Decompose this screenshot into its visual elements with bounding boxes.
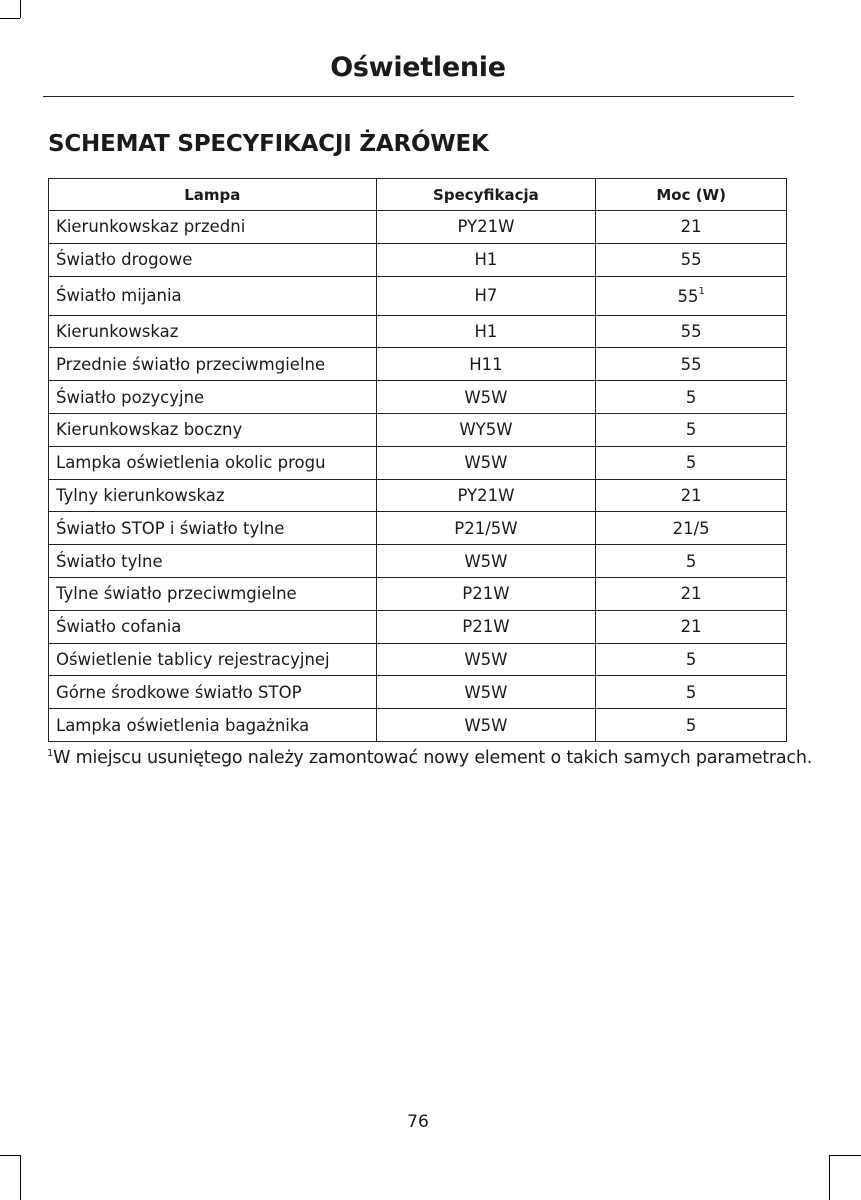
cell-moc <box>596 348 787 381</box>
table-row <box>49 413 787 446</box>
table-row <box>49 479 787 512</box>
cell-moc-value: 21 <box>680 485 702 505</box>
table-row <box>49 676 787 709</box>
cell-moc-value: 21 <box>680 584 702 604</box>
footnote-text: W miejscu usuniętego należy zamontować nowy element o takich samych parametrach. <box>53 748 813 768</box>
table-row <box>49 276 787 315</box>
table-row <box>49 577 787 610</box>
crop-mark <box>20 1155 21 1200</box>
cell-moc <box>596 446 787 479</box>
page-header-title: Oświetlenie <box>330 52 506 83</box>
cell-lampa: Tylne światło przeciwmgielne <box>49 577 377 610</box>
cell-lampa: Tylny kierunkowskaz <box>49 479 377 512</box>
cell-moc-value: 5 <box>685 682 697 702</box>
cell-specyfikacja: P21W <box>376 577 596 610</box>
cell-moc <box>596 479 787 512</box>
cell-moc-value: 21 <box>680 617 702 637</box>
cell-moc-value: 21 <box>680 217 702 237</box>
footnote <box>47 748 812 768</box>
table-row <box>49 211 787 244</box>
table-row <box>49 610 787 643</box>
section-title: SCHEMAT SPECYFIKACJI ŻARÓWEK <box>48 131 489 157</box>
cell-lampa: Światło pozycyjne <box>49 381 377 414</box>
cell-moc <box>596 577 787 610</box>
cell-moc-value: 5 <box>685 420 697 440</box>
cell-moc-value: 5 <box>685 649 697 669</box>
cell-moc <box>596 610 787 643</box>
cell-moc <box>596 676 787 709</box>
column-header-specyfikacja: Specyfikacja <box>376 179 596 211</box>
table-row <box>49 315 787 348</box>
cell-specyfikacja: W5W <box>376 545 596 578</box>
cell-specyfikacja: H1 <box>376 315 596 348</box>
cell-moc <box>596 545 787 578</box>
cell-moc <box>596 381 787 414</box>
crop-mark <box>0 18 20 19</box>
cell-lampa: Kierunkowskaz <box>49 315 377 348</box>
table-row <box>49 512 787 545</box>
cell-specyfikacja: WY5W <box>376 413 596 446</box>
cell-moc <box>596 315 787 348</box>
table-row <box>49 381 787 414</box>
cell-moc-value: 5 <box>685 551 697 571</box>
cell-specyfikacja: H1 <box>376 243 596 276</box>
crop-mark <box>829 1155 830 1200</box>
footnote-marker: 1 <box>47 748 54 759</box>
cell-moc <box>596 276 787 315</box>
cell-specyfikacja: W5W <box>376 676 596 709</box>
crop-mark <box>20 0 21 18</box>
column-header-moc: Moc (W) <box>596 179 787 211</box>
cell-specyfikacja: W5W <box>376 709 596 742</box>
cell-moc-value: 5 <box>685 387 697 407</box>
cell-moc-value: 21/5 <box>672 518 710 538</box>
cell-moc-value: 5 <box>685 453 697 473</box>
cell-specyfikacja: W5W <box>376 446 596 479</box>
cell-moc <box>596 643 787 676</box>
cell-lampa: Lampka oświetlenia okolic progu <box>49 446 377 479</box>
cell-lampa: Kierunkowskaz przedni <box>49 211 377 244</box>
cell-moc <box>596 709 787 742</box>
cell-moc-value: 55 <box>680 250 702 270</box>
table-row <box>49 243 787 276</box>
cell-specyfikacja: P21W <box>376 610 596 643</box>
cell-moc <box>596 512 787 545</box>
table-row <box>49 545 787 578</box>
cell-lampa: Światło STOP i światło tylne <box>49 512 377 545</box>
cell-specyfikacja: W5W <box>376 643 596 676</box>
cell-specyfikacja: PY21W <box>376 479 596 512</box>
cell-moc <box>596 413 787 446</box>
cell-moc-value: 55 <box>680 321 702 341</box>
cell-moc <box>596 211 787 244</box>
crop-mark <box>830 1155 861 1156</box>
cell-specyfikacja: H11 <box>376 348 596 381</box>
cell-lampa: Światło mijania <box>49 276 377 315</box>
cell-moc <box>596 243 787 276</box>
header-divider <box>43 96 794 97</box>
table-row <box>49 709 787 742</box>
cell-specyfikacja: P21/5W <box>376 512 596 545</box>
column-header-lampa: Lampa <box>49 179 377 211</box>
footnote-reference: 1 <box>698 285 705 297</box>
cell-moc-value: 55 <box>680 354 702 374</box>
cell-specyfikacja: W5W <box>376 381 596 414</box>
crop-mark <box>0 1155 20 1156</box>
table-row <box>49 446 787 479</box>
table-row <box>49 348 787 381</box>
cell-lampa: Przednie światło przeciwmgielne <box>49 348 377 381</box>
cell-lampa: Kierunkowskaz boczny <box>49 413 377 446</box>
bulb-spec-table <box>48 178 787 742</box>
cell-specyfikacja: PY21W <box>376 211 596 244</box>
cell-specyfikacja: H7 <box>376 276 596 315</box>
cell-lampa: Światło tylne <box>49 545 377 578</box>
cell-moc-value: 5 <box>685 715 697 735</box>
table-row <box>49 643 787 676</box>
table-body <box>49 211 787 742</box>
cell-lampa: Górne środkowe światło STOP <box>49 676 377 709</box>
cell-lampa: Światło drogowe <box>49 243 377 276</box>
page-number: 76 <box>407 1112 429 1132</box>
table-header-row <box>49 179 787 211</box>
cell-lampa: Lampka oświetlenia bagażnika <box>49 709 377 742</box>
cell-moc-value: 55 <box>677 286 699 306</box>
cell-lampa: Światło cofania <box>49 610 377 643</box>
cell-lampa: Oświetlenie tablicy rejestracyjnej <box>49 643 377 676</box>
